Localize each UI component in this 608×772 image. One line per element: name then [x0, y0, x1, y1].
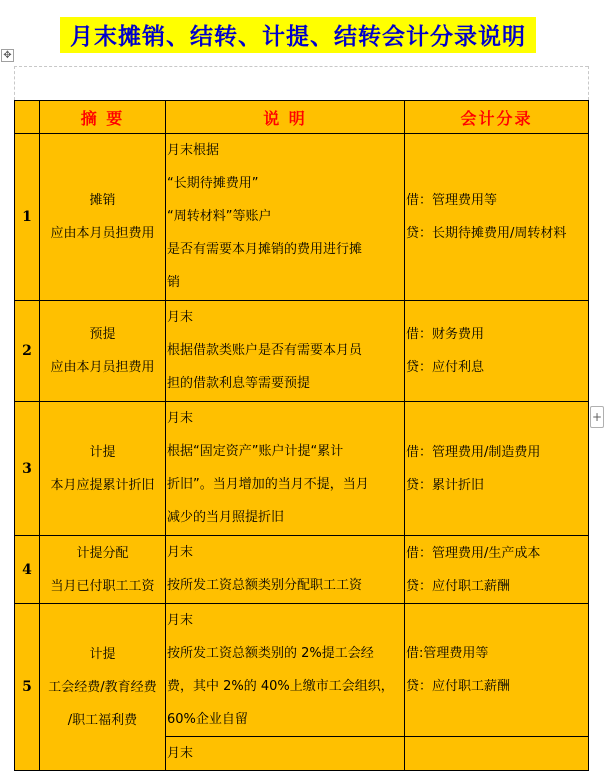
table-dashed-border [14, 66, 588, 67]
row-number: 2 [15, 301, 40, 402]
description-line: 按所发工资总额类别分配职工工资 [167, 578, 363, 593]
summary-line: 工会经费/教育经费 [48, 679, 157, 695]
summary-line: 应由本月员担费用 [50, 226, 155, 241]
table-dashed-border-right [588, 66, 589, 100]
row-description [166, 536, 405, 604]
summary-line: 计提分配 [76, 545, 129, 561]
summary-line: 预提 [89, 327, 116, 342]
row-summary [40, 134, 166, 301]
description-line: 按所发工资总额类别的 2%提工会经 [167, 646, 374, 661]
header-entry: 会计分录 [405, 101, 589, 134]
table-dashed-border-left [14, 66, 15, 100]
row-entry [405, 604, 589, 737]
summary-line: 计提 [89, 444, 116, 460]
row-number: 3 [15, 402, 40, 536]
row-description [166, 604, 405, 737]
description-line: 月末 [167, 310, 194, 325]
row-number: 1 [15, 134, 40, 301]
summary-line: 计提 [89, 646, 116, 662]
description-line: 根据借款类账户是否有需要本月员 [167, 343, 363, 358]
accounting-table [14, 100, 589, 771]
header-summary: 摘 要 [40, 101, 166, 134]
row-entry [405, 536, 589, 604]
debit-line: 借：管理费用/生产成本 [406, 545, 541, 561]
row-number: 4 [15, 536, 40, 604]
table-move-handle-icon[interactable]: ✥ [1, 49, 14, 62]
debit-line: 借：管理费用等 [406, 193, 498, 208]
description-line: 月末 [167, 746, 194, 761]
table-row [15, 536, 589, 604]
credit-line: 贷：累计折旧 [406, 477, 485, 493]
table-row [15, 402, 589, 536]
description-line: 60%企业自留 [167, 712, 248, 727]
row-summary [40, 402, 166, 536]
summary-line: 当月已付职工工资 [50, 578, 155, 594]
summary-line: /职工福利费 [67, 712, 138, 728]
add-column-plus-icon[interactable]: + [590, 406, 604, 428]
description-line: 月末 [167, 545, 194, 560]
debit-line: 借：管理费用/制造费用 [406, 444, 541, 460]
title-area [60, 17, 536, 53]
row-entry [405, 134, 589, 301]
table-header-row [15, 101, 589, 134]
credit-line: 贷：长期待摊费用/周转材料 [406, 226, 567, 241]
row-entry [405, 301, 589, 402]
description-line: 月末 [167, 613, 194, 628]
page-title: 月末摊销、结转、计提、结转会计分录说明 [60, 17, 536, 53]
description-line: 月末根据 [167, 143, 220, 158]
header-number [15, 101, 40, 134]
description-line: “周转材料”等账户 [167, 209, 272, 224]
debit-line: 借:管理费用等 [406, 646, 489, 661]
table-row [15, 134, 589, 301]
summary-line: 应由本月员担费用 [50, 360, 155, 375]
row-description [166, 737, 405, 771]
credit-line: 贷：应付职工薪酬 [406, 679, 511, 694]
summary-line: 本月应提累计折旧 [50, 477, 155, 493]
row-description [166, 301, 405, 402]
row-description [166, 134, 405, 301]
credit-line: 贷：应付职工薪酬 [406, 578, 511, 594]
row-description [166, 402, 405, 536]
row-summary [40, 301, 166, 402]
row-summary [40, 604, 166, 771]
description-line: 月末 [167, 411, 194, 426]
debit-line: 借：财务费用 [406, 327, 485, 342]
description-line: 减少的当月照提折旧 [167, 510, 285, 525]
description-line: 销 [167, 275, 181, 290]
header-description: 说 明 [166, 101, 405, 134]
description-line: 是否有需要本月摊销的费用进行摊 [167, 242, 363, 257]
credit-line: 贷：应付利息 [406, 360, 485, 375]
row-entry [405, 737, 589, 771]
row-summary [40, 536, 166, 604]
description-line: 根据“固定资产”账户计提“累计 [167, 444, 344, 459]
row-number: 5 [15, 604, 40, 771]
summary-line: 摊销 [89, 193, 116, 208]
table-row [15, 604, 589, 737]
table-row [15, 301, 589, 402]
description-line: 费，其中 2%的 40%上缴市工会组织， [167, 679, 394, 694]
description-line: “长期待摊费用” [167, 176, 259, 191]
row-entry [405, 402, 589, 536]
description-line: 折旧”。当月增加的当月不提，当月 [167, 477, 369, 492]
description-line: 担的借款利息等需要预提 [167, 376, 311, 391]
